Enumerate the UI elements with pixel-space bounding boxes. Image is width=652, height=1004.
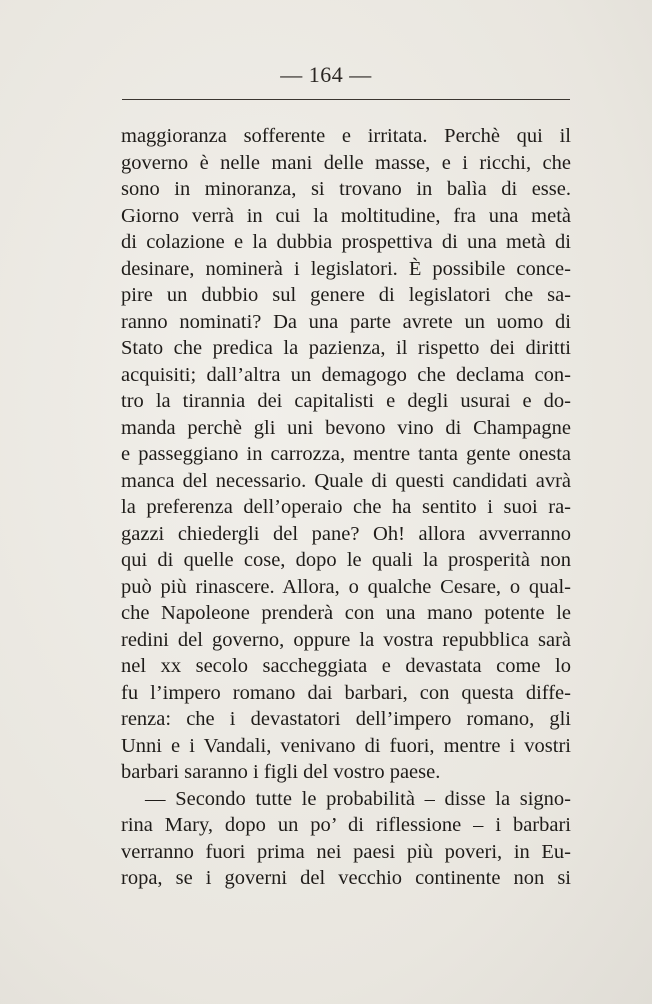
text-line: gazzi chiedergli del pane? Oh! allora avverranno — [121, 522, 571, 545]
text-line: può più rinascere. Allora, o qualche Cesare, o qual- — [121, 575, 571, 598]
text-line: ropa, se i governi del vecchio continente non si — [121, 867, 571, 889]
text-line: Giorno verrà in cui la moltitudine, fra una metà — [121, 204, 571, 227]
text-line: renza: che i devastatori dell’impero romano, gli — [121, 708, 571, 730]
text-line: sono in minoranza, si trovano in balìa di esse. — [121, 178, 571, 200]
text-line: la preferenza dell’operaio che ha sentito i suoi ra- — [121, 496, 571, 518]
page-number: — 164 — — [280, 62, 372, 87]
text-line: — Secondo tutte le probabilità – disse la signo- — [145, 787, 571, 810]
text-line: di colazione e la dubbia prospettiva di una metà di — [121, 231, 571, 253]
text-line: e passeggiano in carrozza, mentre tanta gente onesta — [121, 443, 571, 465]
text-line: desinare, nominerà i legislatori. È possibile conce- — [121, 257, 571, 280]
text-line: che Napoleone prenderà con una mano potente le — [121, 602, 571, 624]
text-line: Unni e i Vandali, venivano di fuori, mentre i vostri — [121, 734, 571, 757]
text-line: nel xx secolo saccheggiata e devastata come lo — [121, 655, 571, 677]
text-line: rina Mary, dopo un po’ di riflessione – i barbari — [121, 814, 571, 836]
header-rule — [122, 99, 570, 100]
text-line: qui di quelle cose, dopo le quali la prosperità non — [121, 549, 571, 571]
body-text — [121, 123, 571, 892]
text-line: redini del governo, oppure la vostra repubblica sarà — [121, 628, 571, 651]
text-line: manda perchè gli uni bevono vino di Champagne — [121, 416, 571, 439]
text-line: fu l’impero romano dai barbari, con questa diffe- — [121, 681, 571, 704]
text-line: verranno fuori prima nei paesi più poveri, in Eu- — [121, 840, 571, 863]
text-line: ranno nominati? Da una parte avrete un uomo di — [121, 310, 571, 333]
text-line: maggioranza sofferente e irritata. Perchè qui il — [121, 125, 571, 147]
text-line: tro la tirannia dei capitalisti e degli usurai e do- — [121, 390, 571, 412]
text-line: barbari saranno i figli del vostro paese. — [121, 761, 441, 783]
text-line: manca del necessario. Quale di questi candidati avrà — [121, 469, 571, 492]
text-line: pire un dubbio sul genere di legislatori che sa- — [121, 284, 571, 306]
text-line: acquisiti; dall’altra un demagogo che declama con- — [121, 363, 571, 386]
text-line: Stato che predica la pazienza, il rispetto dei diritti — [121, 337, 571, 359]
text-line: governo è nelle mani delle masse, e i ricchi, che — [121, 151, 571, 174]
